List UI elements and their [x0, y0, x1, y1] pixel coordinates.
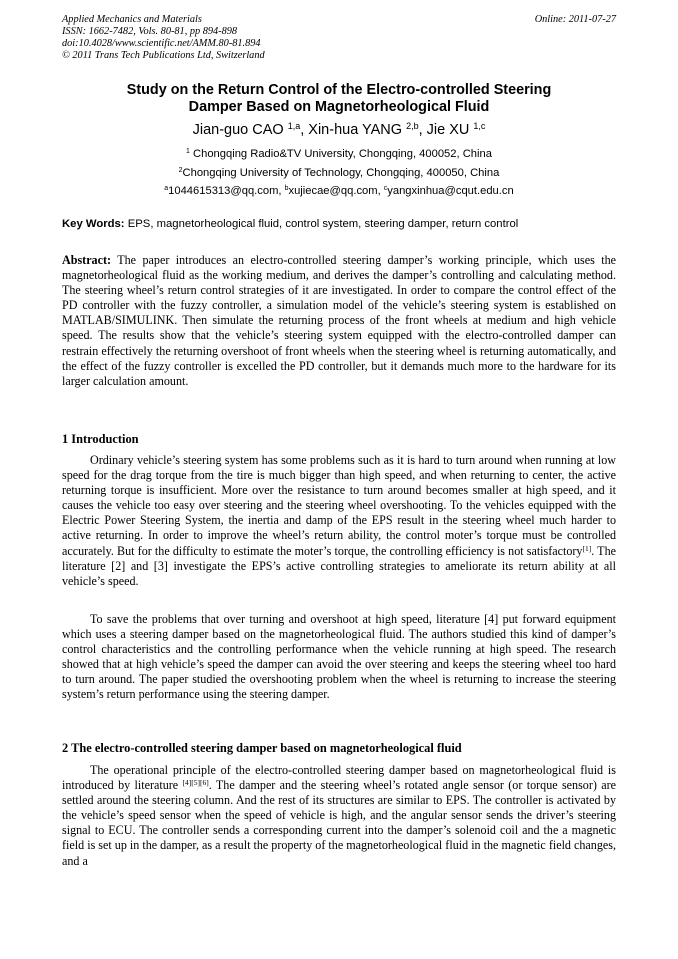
doi-line: doi:10.4028/www.scientific.net/AMM.80-81.894: [62, 38, 261, 49]
paragraph-text: . The literature [2] and [3] investigate the EPS’s active controlling strategies to ameliorate its return ability at all vehicle’s speed.: [62, 543, 616, 588]
paragraph-text: The operational principle of the electro-controlled steering damper based on magnetorheological fluid is introduced by literature: [62, 763, 616, 793]
author-separator: ,: [418, 122, 427, 138]
keywords: [62, 217, 616, 231]
online-date: Online: 2011-07-27: [534, 14, 616, 25]
affiliation-1: [62, 147, 616, 161]
email-mark: b: [284, 185, 289, 193]
author-name: Xin-hua YANG: [308, 122, 407, 138]
affiliation-mark: 1: [186, 148, 190, 156]
email-list: [62, 184, 616, 198]
damper-paragraph-1: [62, 763, 616, 869]
paper-title: [62, 82, 616, 116]
email-mark: a: [164, 185, 169, 193]
keywords-text: EPS, magnetorheological fluid, control system, steering damper, return control: [124, 218, 519, 230]
abstract-label: Abstract:: [62, 253, 112, 267]
title-line-2: Damper Based on Magnetorheological Fluid: [188, 99, 490, 115]
affiliation-text: Chongqing University of Technology, Chongqing, 400050, China: [182, 167, 500, 179]
copyright-line: © 2011 Trans Tech Publications Ltd, Switzerland: [62, 50, 265, 61]
section-heading-introduction: 1 Introduction: [62, 432, 139, 446]
keywords-label: Key Words:: [62, 218, 125, 230]
abstract: [62, 253, 616, 389]
author-affiliation-mark: 1,a: [287, 121, 301, 132]
paragraph-text: Ordinary vehicle’s steering system has some problems such as it is hard to turn around when running at low speed for the drag torque from the tire is much bigger than high speed, and when returning to center, the active returning torque is insufficient. More over the resistance to turn around becomes smaller at high speed, and it causes the vehicle too easy over steering and the steering wheel overshooting. To the vehicles equipped with the Electric Power Steering System, the inertia and damp of the EPS result in the steering wheel much harder to active returning. In order to improve the wheel’s return ability, the control moter’s torque must be controlled accurately. But for the difficulty to estimate the moter’s torque, the controlling efficiency is not satisfactory: [62, 453, 616, 558]
intro-paragraph-1: [62, 453, 616, 589]
intro-paragraph-2: To save the problems that over turning and overshoot at high speed, literature [4] put forward equipment which uses a steering damper based on the magnetorheological fluid. The authors studied this kind of damper’s control characteristics and the controlling performance when the vehicle running at high speed. The research showed that at high vehicle’s speed the damper can avoid the over steering and keeps the steering wheel too hard to turn around. The paper studied the overshooting problem when the wheel is returning to increase the steering system’s return performance using the steering damper.: [62, 612, 616, 702]
title-line-1: Study on the Return Control of the Electro-controlled Steering: [126, 82, 552, 98]
email-address: xujiecae@qq.com,: [288, 185, 384, 197]
author-list: [62, 121, 616, 139]
affiliation-mark: 2: [178, 167, 183, 175]
email-address: yangxinhua@cqut.edu.cn: [387, 185, 514, 197]
affiliation-2: [62, 166, 616, 180]
author-name: Jian-guo CAO: [192, 122, 288, 138]
citation: [4][5][6]: [182, 777, 209, 787]
email-mark: c: [383, 185, 388, 193]
email-address: 1044615313@qq.com,: [168, 185, 285, 197]
issn-line: ISSN: 1662-7482, Vols. 80-81, pp 894-898: [62, 26, 238, 37]
abstract-text: The paper introduces an electro-controlled steering damper’s working principle, which uses the magnetorheological fluid as the working medium, and derives the damper’s controlling and calculating method. The steering wheel’s return control strategies of it are investigated. In order to compare the control effect of the PD controller with the fuzzy controller, a simulation model of the vehicle’s steering system is established on MATLAB/SIMULINK. Then simulate the returning process of the front wheels at medium and high vehicle speed. The results show that the vehicle’s steering system equipped with the electro-controlled damper can restrain effectively the returning overshoot of front wheels when the steering wheel is returning automatically, and the effect of the fuzzy controller is excelled the PD controller, but it demands much more to the hardware for its larger calculation amount.: [62, 253, 616, 388]
affiliation-text: Chongqing Radio&TV University, Chongqing, 400052, China: [189, 148, 492, 160]
journal-header: [62, 14, 265, 62]
author-affiliation-mark: 1,c: [473, 121, 486, 132]
paragraph-text: . The damper and the steering wheel’s rotated angle sensor (or torque sensor) are settled around the steering column. And the rest of its structures are similar to EPS. The controller is activated by the vehicle’s speed sensor when the speed of vehicle is high, and the angular sensor sends the driver’s steering signal to ECU. The controller sends a corresponding current into the damper’s solenoid coil and the a magnetic field is set up in the damper, as a result the property of the magnetorheological fluid in the magnetic field changes, and a: [62, 778, 616, 868]
citation: [1]: [582, 543, 592, 553]
author-separator: ,: [300, 122, 309, 138]
author-name: Jie XU: [426, 122, 474, 138]
journal-name: Applied Mechanics and Materials: [62, 14, 202, 25]
section-heading-damper: 2 The electro-controlled steering damper based on magnetorheological fluid: [62, 741, 462, 755]
author-affiliation-mark: 2,b: [406, 121, 419, 132]
